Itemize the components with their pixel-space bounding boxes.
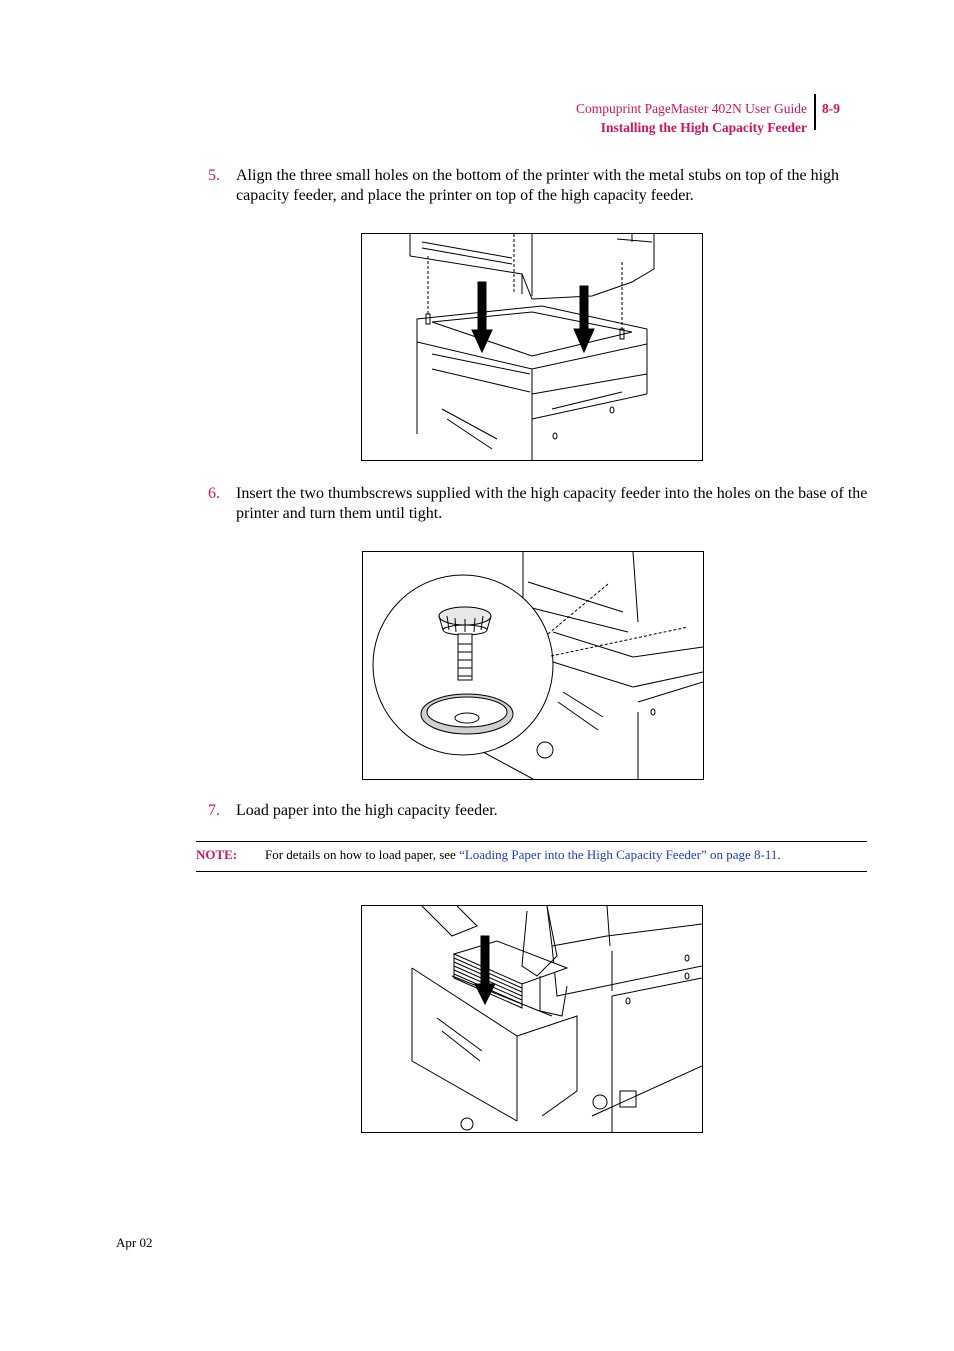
note-suffix: . [777,847,781,862]
figure-align-printer [361,233,703,461]
step-text: Align the three small holes on the bottom of the printer with the metal stubs on top of the high capacity feeder, and place the printer on top of the high capacity feeder. [236,167,840,204]
guide-title: Compuprint PageMaster 402N User Guide [576,101,807,116]
step-number: 6. [208,485,220,502]
step-number: 7. [208,802,220,819]
figure-load-paper [361,905,703,1133]
note-text [265,846,781,864]
header-divider [814,94,816,130]
figure-thumbscrew [362,551,704,780]
note-top-rule [196,841,867,842]
step-text: Insert the two thumbscrews supplied with the high capacity feeder into the holes on the base of the printer and turn them until tight. [236,485,868,522]
section-title: Installing the High Capacity Feeder [600,120,807,135]
step-text: Load paper into the high capacity feeder. [236,802,498,819]
note-label: NOTE: [196,847,238,862]
note-bottom-rule [196,871,867,872]
note-body: For details on how to load paper, see [265,847,460,862]
footer-date: Apr 02 [116,1235,153,1250]
page-number: 8-9 [822,101,840,116]
step-number: 5. [208,167,220,184]
cross-reference-link[interactable]: “Loading Paper into the High Capacity Feeder” on page 8-11 [459,847,778,862]
